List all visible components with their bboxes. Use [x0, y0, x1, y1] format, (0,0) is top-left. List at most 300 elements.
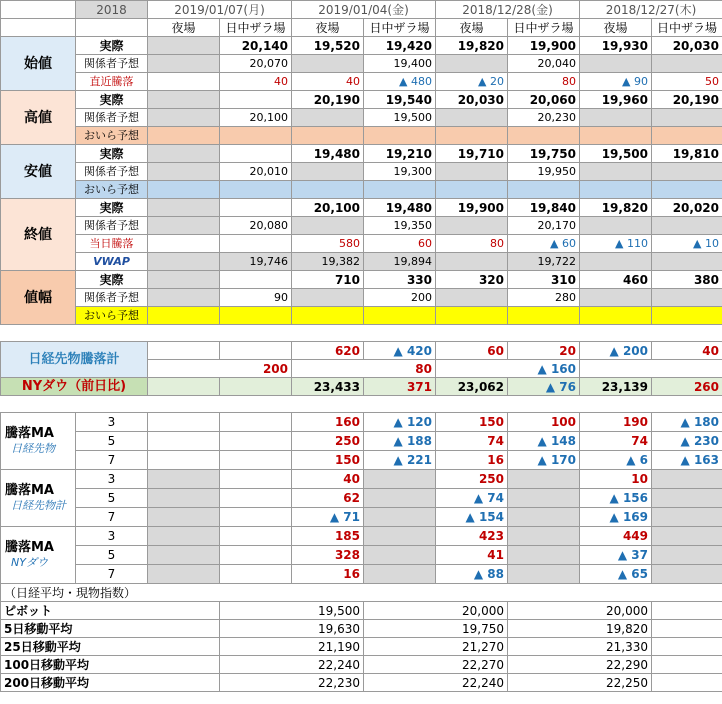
value-cell[interactable]: 10	[580, 470, 652, 489]
value-cell[interactable]	[292, 181, 364, 199]
value-cell[interactable]: 150	[292, 451, 364, 470]
row-label[interactable]: 実際	[76, 145, 148, 163]
value-cell[interactable]	[652, 602, 722, 620]
value-cell[interactable]: 90	[220, 289, 292, 307]
value-cell[interactable]: 20,070	[220, 55, 292, 73]
value-cell[interactable]: 320	[436, 271, 508, 289]
value-cell[interactable]: 20,170	[508, 217, 580, 235]
value-cell[interactable]	[652, 217, 722, 235]
value-cell[interactable]	[364, 127, 436, 145]
date-header[interactable]: 2018/12/28(金)	[436, 1, 580, 19]
value-cell[interactable]	[148, 91, 220, 109]
value-cell[interactable]: 380	[652, 271, 722, 289]
value-cell[interactable]: 310	[508, 271, 580, 289]
open-label[interactable]: 始値	[1, 37, 76, 91]
value-cell[interactable]: ▲ 37	[580, 546, 652, 565]
session-header[interactable]: 日中ザラ場	[220, 19, 292, 37]
value-cell[interactable]: 21,330	[508, 638, 652, 656]
value-cell[interactable]	[220, 91, 292, 109]
value-cell[interactable]: 40	[220, 73, 292, 91]
range-label[interactable]: 値幅	[1, 271, 76, 325]
spacer-cell[interactable]	[364, 325, 436, 342]
value-cell[interactable]: 41	[436, 546, 508, 565]
value-cell[interactable]	[508, 508, 580, 527]
corner-cell[interactable]	[1, 1, 76, 19]
value-cell[interactable]: 20,230	[508, 109, 580, 127]
value-cell[interactable]	[148, 73, 220, 91]
value-cell[interactable]	[580, 127, 652, 145]
value-cell[interactable]	[148, 145, 220, 163]
value-cell[interactable]	[148, 470, 220, 489]
value-cell[interactable]: 74	[436, 432, 508, 451]
value-cell[interactable]	[364, 565, 436, 584]
value-cell[interactable]: ▲ 221	[364, 451, 436, 470]
value-cell[interactable]: 20,010	[220, 163, 292, 181]
value-cell[interactable]	[220, 271, 292, 289]
value-cell[interactable]: 22,230	[220, 674, 364, 692]
value-cell[interactable]: 21,190	[220, 638, 364, 656]
row-label[interactable]: 関係者予想	[76, 55, 148, 73]
value-cell[interactable]	[148, 289, 220, 307]
spacer-cell[interactable]	[652, 325, 722, 342]
value-cell[interactable]	[148, 432, 220, 451]
value-cell[interactable]	[652, 674, 722, 692]
value-cell[interactable]	[292, 217, 364, 235]
value-cell[interactable]: 19,820	[436, 37, 508, 55]
index-row-label[interactable]: 25日移動平均	[1, 638, 220, 656]
value-cell[interactable]: 19,500	[364, 109, 436, 127]
ma-period[interactable]: 5	[76, 489, 148, 508]
year-cell[interactable]: 2018	[76, 1, 148, 19]
value-cell[interactable]	[364, 508, 436, 527]
value-cell[interactable]	[364, 470, 436, 489]
value-cell[interactable]	[148, 37, 220, 55]
value-cell[interactable]	[364, 584, 436, 602]
index-row-label[interactable]: 100日移動平均	[1, 656, 220, 674]
value-cell[interactable]: 20,000	[364, 602, 508, 620]
value-cell[interactable]: 423	[436, 527, 508, 546]
row-label[interactable]: おいら予想	[76, 127, 148, 145]
value-cell[interactable]: 50	[652, 73, 722, 91]
value-cell[interactable]	[580, 181, 652, 199]
value-cell[interactable]: 160	[292, 413, 364, 432]
value-cell[interactable]	[220, 413, 292, 432]
value-cell[interactable]	[436, 217, 508, 235]
value-cell[interactable]	[148, 527, 220, 546]
value-cell[interactable]	[652, 546, 722, 565]
value-cell[interactable]	[652, 620, 722, 638]
ma-group-label[interactable]	[1, 527, 76, 584]
value-cell[interactable]: 22,240	[364, 674, 508, 692]
value-cell[interactable]	[220, 584, 292, 602]
row-label[interactable]: 直近騰落	[76, 73, 148, 91]
value-cell[interactable]: 19,500	[580, 145, 652, 163]
value-cell[interactable]: 20,030	[652, 37, 722, 55]
value-cell[interactable]	[436, 253, 508, 271]
value-cell[interactable]	[148, 271, 220, 289]
value-cell[interactable]: 62	[292, 489, 364, 508]
value-cell[interactable]: ▲ 170	[508, 451, 580, 470]
value-cell[interactable]: 150	[436, 413, 508, 432]
value-cell[interactable]	[652, 181, 722, 199]
index-row-label[interactable]: 200日移動平均	[1, 674, 220, 692]
value-cell[interactable]: 20,000	[508, 602, 652, 620]
spacer-cell[interactable]	[580, 396, 652, 413]
spacer-cell[interactable]	[1, 325, 76, 342]
value-cell[interactable]: 19,630	[220, 620, 364, 638]
value-cell[interactable]	[148, 451, 220, 470]
value-cell[interactable]	[436, 55, 508, 73]
value-cell[interactable]	[220, 565, 292, 584]
value-cell[interactable]	[652, 253, 722, 271]
spacer-cell[interactable]	[436, 325, 508, 342]
value-cell[interactable]	[580, 360, 722, 378]
value-cell[interactable]	[652, 55, 722, 73]
value-cell[interactable]: 16	[436, 451, 508, 470]
value-cell[interactable]: 20,020	[652, 199, 722, 217]
ma-group-label[interactable]	[1, 413, 76, 470]
spacer-cell[interactable]	[292, 396, 364, 413]
value-cell[interactable]	[508, 181, 580, 199]
value-cell[interactable]: 19,400	[364, 55, 436, 73]
value-cell[interactable]: 19,382	[292, 253, 364, 271]
value-cell[interactable]	[292, 163, 364, 181]
spacer-cell[interactable]	[580, 325, 652, 342]
value-cell[interactable]	[580, 217, 652, 235]
row-label[interactable]: 関係者予想	[76, 109, 148, 127]
row-label[interactable]: 関係者予想	[76, 217, 148, 235]
row-label[interactable]: 実際	[76, 199, 148, 217]
value-cell[interactable]	[580, 289, 652, 307]
value-cell[interactable]	[580, 584, 652, 602]
value-cell[interactable]	[220, 527, 292, 546]
value-cell[interactable]: ▲ 156	[580, 489, 652, 508]
value-cell[interactable]: 40	[292, 73, 364, 91]
date-header[interactable]: 2019/01/07(月)	[148, 1, 292, 19]
value-cell[interactable]	[292, 584, 364, 602]
value-cell[interactable]: 19,350	[364, 217, 436, 235]
value-cell[interactable]: 460	[580, 271, 652, 289]
value-cell[interactable]	[508, 546, 580, 565]
value-cell[interactable]: 22,240	[220, 656, 364, 674]
value-cell[interactable]	[652, 109, 722, 127]
value-cell[interactable]	[148, 55, 220, 73]
value-cell[interactable]	[220, 145, 292, 163]
value-cell[interactable]	[148, 253, 220, 271]
value-cell[interactable]: ▲ 169	[580, 508, 652, 527]
value-cell[interactable]: 371	[364, 378, 436, 396]
row-label[interactable]: 実際	[76, 37, 148, 55]
value-cell[interactable]: 100	[508, 413, 580, 432]
value-cell[interactable]	[220, 451, 292, 470]
value-cell[interactable]: 19,894	[364, 253, 436, 271]
spacer-cell[interactable]	[1, 396, 76, 413]
value-cell[interactable]: 19,930	[580, 37, 652, 55]
ma-period[interactable]: 3	[76, 413, 148, 432]
spacer-cell[interactable]	[508, 396, 580, 413]
value-cell[interactable]: ▲ 6	[580, 451, 652, 470]
value-cell[interactable]	[652, 638, 722, 656]
value-cell[interactable]	[220, 127, 292, 145]
spacer-cell[interactable]	[508, 325, 580, 342]
spacer-cell[interactable]	[220, 325, 292, 342]
spacer-cell[interactable]	[148, 325, 220, 342]
value-cell[interactable]	[364, 307, 436, 325]
spacer-cell[interactable]	[220, 396, 292, 413]
value-cell[interactable]: ▲ 230	[652, 432, 722, 451]
value-cell[interactable]	[580, 163, 652, 181]
value-cell[interactable]	[148, 181, 220, 199]
value-cell[interactable]: 19,420	[364, 37, 436, 55]
value-cell[interactable]: 19,840	[508, 199, 580, 217]
value-cell[interactable]	[436, 109, 508, 127]
value-cell[interactable]: 20,040	[508, 55, 580, 73]
value-cell[interactable]	[580, 55, 652, 73]
value-cell[interactable]: 620	[292, 342, 364, 360]
value-cell[interactable]	[652, 489, 722, 508]
value-cell[interactable]: 19,300	[364, 163, 436, 181]
value-cell[interactable]: 23,433	[292, 378, 364, 396]
value-cell[interactable]	[220, 199, 292, 217]
spacer-cell[interactable]	[652, 396, 722, 413]
session-header[interactable]: 夜場	[436, 19, 508, 37]
value-cell[interactable]	[220, 235, 292, 253]
value-cell[interactable]	[148, 307, 220, 325]
value-cell[interactable]: 200	[364, 289, 436, 307]
spacer-cell[interactable]	[76, 396, 148, 413]
value-cell[interactable]: 19,960	[580, 91, 652, 109]
value-cell[interactable]	[436, 289, 508, 307]
value-cell[interactable]: 20,060	[508, 91, 580, 109]
blank-cell[interactable]	[76, 19, 148, 37]
value-cell[interactable]	[148, 217, 220, 235]
value-cell[interactable]: 22,290	[508, 656, 652, 674]
ma-period[interactable]: 3	[76, 470, 148, 489]
value-cell[interactable]: 20	[508, 342, 580, 360]
value-cell[interactable]	[148, 163, 220, 181]
value-cell[interactable]: 19,210	[364, 145, 436, 163]
value-cell[interactable]: 80	[508, 73, 580, 91]
value-cell[interactable]: 250	[436, 470, 508, 489]
value-cell[interactable]	[508, 527, 580, 546]
value-cell[interactable]: 19,722	[508, 253, 580, 271]
value-cell[interactable]	[220, 342, 292, 360]
value-cell[interactable]: 20,030	[436, 91, 508, 109]
value-cell[interactable]: 19,810	[652, 145, 722, 163]
ma-period[interactable]: 7	[76, 508, 148, 527]
ma-period[interactable]: 7	[76, 451, 148, 470]
value-cell[interactable]: ▲ 65	[580, 565, 652, 584]
ma-period[interactable]: 3	[76, 527, 148, 546]
value-cell[interactable]	[148, 565, 220, 584]
value-cell[interactable]: 20,100	[220, 109, 292, 127]
value-cell[interactable]	[652, 527, 722, 546]
value-cell[interactable]: ▲ 188	[364, 432, 436, 451]
value-cell[interactable]	[148, 489, 220, 508]
value-cell[interactable]: ▲ 180	[652, 413, 722, 432]
row-label[interactable]: おいら予想	[76, 181, 148, 199]
session-header[interactable]: 夜場	[148, 19, 220, 37]
value-cell[interactable]	[508, 584, 580, 602]
value-cell[interactable]: 260	[652, 378, 722, 396]
value-cell[interactable]: 20,140	[220, 37, 292, 55]
value-cell[interactable]	[148, 127, 220, 145]
row-label[interactable]: 実際	[76, 91, 148, 109]
value-cell[interactable]	[508, 307, 580, 325]
value-cell[interactable]: 80	[292, 360, 436, 378]
value-cell[interactable]	[220, 181, 292, 199]
value-cell[interactable]: 200	[148, 360, 292, 378]
value-cell[interactable]: 710	[292, 271, 364, 289]
value-cell[interactable]: 19,480	[364, 199, 436, 217]
session-header[interactable]: 日中ザラ場	[364, 19, 436, 37]
value-cell[interactable]	[652, 470, 722, 489]
value-cell[interactable]	[652, 508, 722, 527]
value-cell[interactable]	[220, 508, 292, 527]
value-cell[interactable]	[220, 432, 292, 451]
value-cell[interactable]: 23,139	[580, 378, 652, 396]
session-header[interactable]: 日中ザラ場	[508, 19, 580, 37]
value-cell[interactable]: 19,540	[364, 91, 436, 109]
value-cell[interactable]: 19,480	[292, 145, 364, 163]
value-cell[interactable]: 20,190	[292, 91, 364, 109]
nikkei-futures-label[interactable]: 日経先物騰落計	[1, 342, 148, 378]
value-cell[interactable]	[436, 163, 508, 181]
value-cell[interactable]	[292, 127, 364, 145]
value-cell[interactable]	[580, 109, 652, 127]
value-cell[interactable]: 20,100	[292, 199, 364, 217]
value-cell[interactable]	[508, 470, 580, 489]
index-section-title[interactable]: （日経平均・現物指数）	[1, 584, 220, 602]
value-cell[interactable]: 20,080	[220, 217, 292, 235]
value-cell[interactable]: 19,710	[436, 145, 508, 163]
spacer-cell[interactable]	[148, 396, 220, 413]
value-cell[interactable]: 19,900	[508, 37, 580, 55]
value-cell[interactable]: 19,750	[508, 145, 580, 163]
value-cell[interactable]	[652, 127, 722, 145]
value-cell[interactable]	[652, 584, 722, 602]
value-cell[interactable]: 40	[292, 470, 364, 489]
value-cell[interactable]: ▲ 154	[436, 508, 508, 527]
value-cell[interactable]: ▲ 163	[652, 451, 722, 470]
value-cell[interactable]: 250	[292, 432, 364, 451]
value-cell[interactable]	[508, 127, 580, 145]
row-label[interactable]: 関係者予想	[76, 163, 148, 181]
value-cell[interactable]: ▲ 200	[580, 342, 652, 360]
value-cell[interactable]	[652, 565, 722, 584]
value-cell[interactable]: 185	[292, 527, 364, 546]
value-cell[interactable]: ▲ 74	[436, 489, 508, 508]
value-cell[interactable]	[652, 289, 722, 307]
close-label[interactable]: 終値	[1, 199, 76, 271]
value-cell[interactable]	[508, 489, 580, 508]
low-label[interactable]: 安値	[1, 145, 76, 199]
value-cell[interactable]: 80	[436, 235, 508, 253]
value-cell[interactable]: ▲ 110	[580, 235, 652, 253]
spacer-cell[interactable]	[292, 325, 364, 342]
value-cell[interactable]: 330	[364, 271, 436, 289]
index-row-label[interactable]: 5日移動平均	[1, 620, 220, 638]
spacer-cell[interactable]	[76, 325, 148, 342]
date-header[interactable]: 2019/01/04(金)	[292, 1, 436, 19]
value-cell[interactable]: ▲ 160	[436, 360, 580, 378]
value-cell[interactable]	[148, 109, 220, 127]
value-cell[interactable]	[220, 378, 292, 396]
value-cell[interactable]: 22,270	[364, 656, 508, 674]
value-cell[interactable]: ▲ 60	[508, 235, 580, 253]
session-header[interactable]: 日中ザラ場	[652, 19, 722, 37]
value-cell[interactable]: ▲ 71	[292, 508, 364, 527]
value-cell[interactable]: ▲ 420	[364, 342, 436, 360]
value-cell[interactable]: 74	[580, 432, 652, 451]
value-cell[interactable]: 449	[580, 527, 652, 546]
value-cell[interactable]: 20,190	[652, 91, 722, 109]
value-cell[interactable]	[220, 470, 292, 489]
value-cell[interactable]	[148, 546, 220, 565]
value-cell[interactable]	[580, 307, 652, 325]
value-cell[interactable]: 60	[364, 235, 436, 253]
ma-period[interactable]: 5	[76, 546, 148, 565]
value-cell[interactable]	[148, 508, 220, 527]
value-cell[interactable]: 19,750	[364, 620, 508, 638]
value-cell[interactable]: 19,520	[292, 37, 364, 55]
value-cell[interactable]	[364, 546, 436, 565]
value-cell[interactable]: 23,062	[436, 378, 508, 396]
ma-period[interactable]: 5	[76, 432, 148, 451]
spacer-cell[interactable]	[436, 396, 508, 413]
row-label[interactable]: 当日騰落	[76, 235, 148, 253]
value-cell[interactable]	[148, 342, 220, 360]
index-row-label[interactable]: ピボット	[1, 602, 220, 620]
row-label[interactable]: 実際	[76, 271, 148, 289]
value-cell[interactable]	[508, 565, 580, 584]
value-cell[interactable]: 21,270	[364, 638, 508, 656]
session-header[interactable]: 夜場	[580, 19, 652, 37]
value-cell[interactable]: 280	[508, 289, 580, 307]
value-cell[interactable]	[292, 55, 364, 73]
value-cell[interactable]	[436, 307, 508, 325]
value-cell[interactable]: ▲ 10	[652, 235, 722, 253]
value-cell[interactable]: ▲ 20	[436, 73, 508, 91]
value-cell[interactable]: 19,746	[220, 253, 292, 271]
blank-cell[interactable]	[1, 19, 76, 37]
value-cell[interactable]	[220, 546, 292, 565]
value-cell[interactable]	[436, 181, 508, 199]
ma-group-label[interactable]	[1, 470, 76, 527]
ma-period[interactable]: 7	[76, 565, 148, 584]
value-cell[interactable]	[220, 307, 292, 325]
value-cell[interactable]: 328	[292, 546, 364, 565]
row-label[interactable]: 関係者予想	[76, 289, 148, 307]
row-label[interactable]: おいら予想	[76, 307, 148, 325]
value-cell[interactable]: 19,820	[580, 199, 652, 217]
value-cell[interactable]	[652, 163, 722, 181]
value-cell[interactable]	[148, 378, 220, 396]
value-cell[interactable]: 19,950	[508, 163, 580, 181]
date-header[interactable]: 2018/12/27(木)	[580, 1, 722, 19]
value-cell[interactable]: ▲ 148	[508, 432, 580, 451]
value-cell[interactable]: 19,900	[436, 199, 508, 217]
session-header[interactable]: 夜場	[292, 19, 364, 37]
value-cell[interactable]: 16	[292, 565, 364, 584]
value-cell[interactable]	[364, 489, 436, 508]
high-label[interactable]: 高値	[1, 91, 76, 145]
value-cell[interactable]	[292, 109, 364, 127]
value-cell[interactable]: ▲ 76	[508, 378, 580, 396]
value-cell[interactable]: 580	[292, 235, 364, 253]
value-cell[interactable]: 19,820	[508, 620, 652, 638]
value-cell[interactable]: 22,250	[508, 674, 652, 692]
